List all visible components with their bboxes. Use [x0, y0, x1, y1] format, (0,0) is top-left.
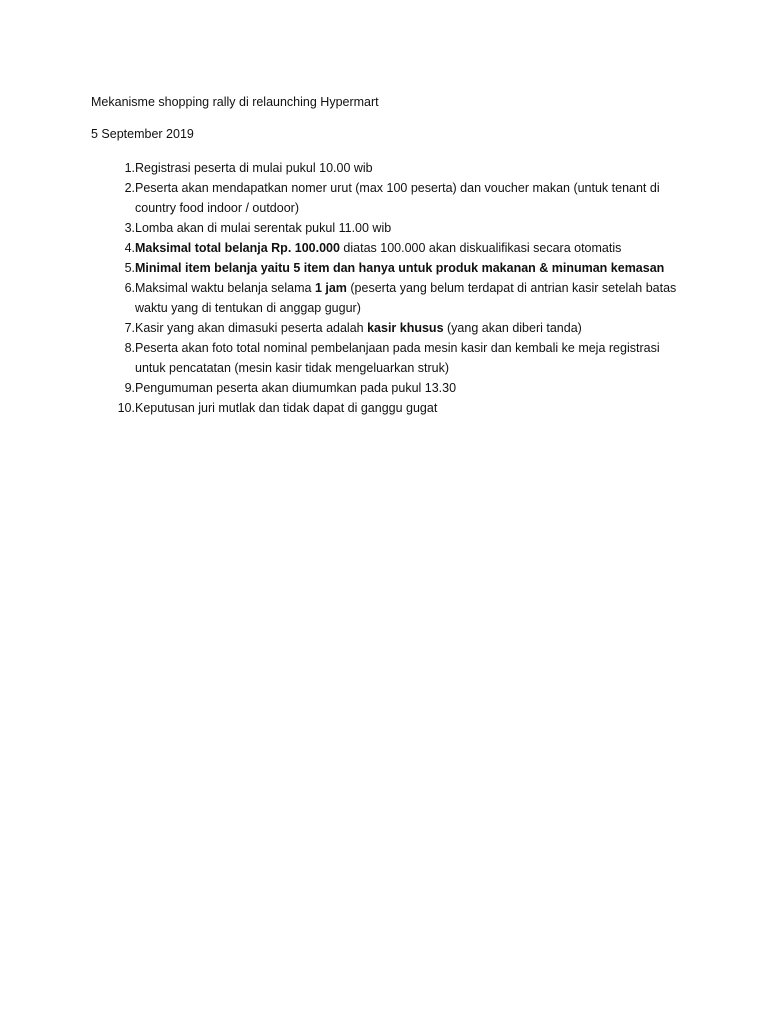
list-item-text: (peserta yang belum terdapat di antrian kasir setelah batas waktu yang di tentukan di anggap gugur)	[135, 281, 677, 315]
list-item	[91, 378, 691, 398]
list-item	[91, 338, 691, 378]
list-item-number: 9.	[124, 381, 135, 395]
list-item-number: 6.	[124, 281, 135, 295]
list-item-text: Peserta akan mendapatkan nomer urut (max 100 peserta) dan voucher makan (untuk tenant di country food indoor / outdoor)	[135, 181, 660, 215]
list-item	[91, 258, 691, 278]
list-item-text: Keputusan juri mutlak dan tidak dapat di ganggu gugat	[135, 401, 438, 415]
list-item-text: Peserta akan foto total nominal pembelanjaan pada mesin kasir dan kembali ke meja registrasi untuk pencatatan (mesin kasir tidak mengeluarkan struk)	[135, 341, 660, 375]
list-item-text: Maksimal waktu belanja selama	[135, 281, 315, 295]
list-item-text: Lomba akan di mulai serentak pukul 11.00 wib	[135, 221, 392, 235]
list-item-text-bold: Minimal item belanja yaitu 5 item dan hanya untuk produk makanan & minuman kemasan	[135, 261, 665, 275]
list-item	[91, 178, 691, 218]
list-item	[91, 278, 691, 318]
list-item-number: 5.	[124, 261, 135, 275]
list-item-text: Registrasi peserta di mulai pukul 10.00 wib	[135, 161, 373, 175]
list-item-text: (yang akan diberi tanda)	[443, 321, 582, 335]
list-item-number: 8.	[124, 341, 135, 355]
list-item-text-bold: kasir khusus	[367, 321, 444, 335]
list-item-text: Pengumuman peserta akan diumumkan pada pukul 13.30	[135, 381, 457, 395]
list-item	[91, 318, 691, 338]
list-item	[91, 238, 691, 258]
document-date: 5 September 2019	[91, 127, 194, 141]
list-item-number: 4.	[124, 241, 135, 255]
document-title: Mekanisme shopping rally di relaunching Hypermart	[91, 95, 379, 109]
list-item-text: Kasir yang akan dimasuki peserta adalah	[135, 321, 368, 335]
list-item-text-bold: Maksimal total belanja Rp. 100.000	[135, 241, 340, 255]
list-item-number: 2.	[124, 181, 135, 195]
rules-list	[91, 158, 691, 418]
list-item-number: 7.	[124, 321, 135, 335]
list-item	[91, 218, 691, 238]
list-item-number: 10.	[117, 401, 135, 415]
list-item	[91, 398, 691, 418]
list-item-text: diatas 100.000 akan diskualifikasi secara otomatis	[339, 241, 622, 255]
list-item-number: 3.	[124, 221, 135, 235]
list-item	[91, 158, 691, 178]
list-item-text-bold: 1 jam	[314, 281, 347, 295]
list-item-number: 1.	[124, 161, 135, 175]
